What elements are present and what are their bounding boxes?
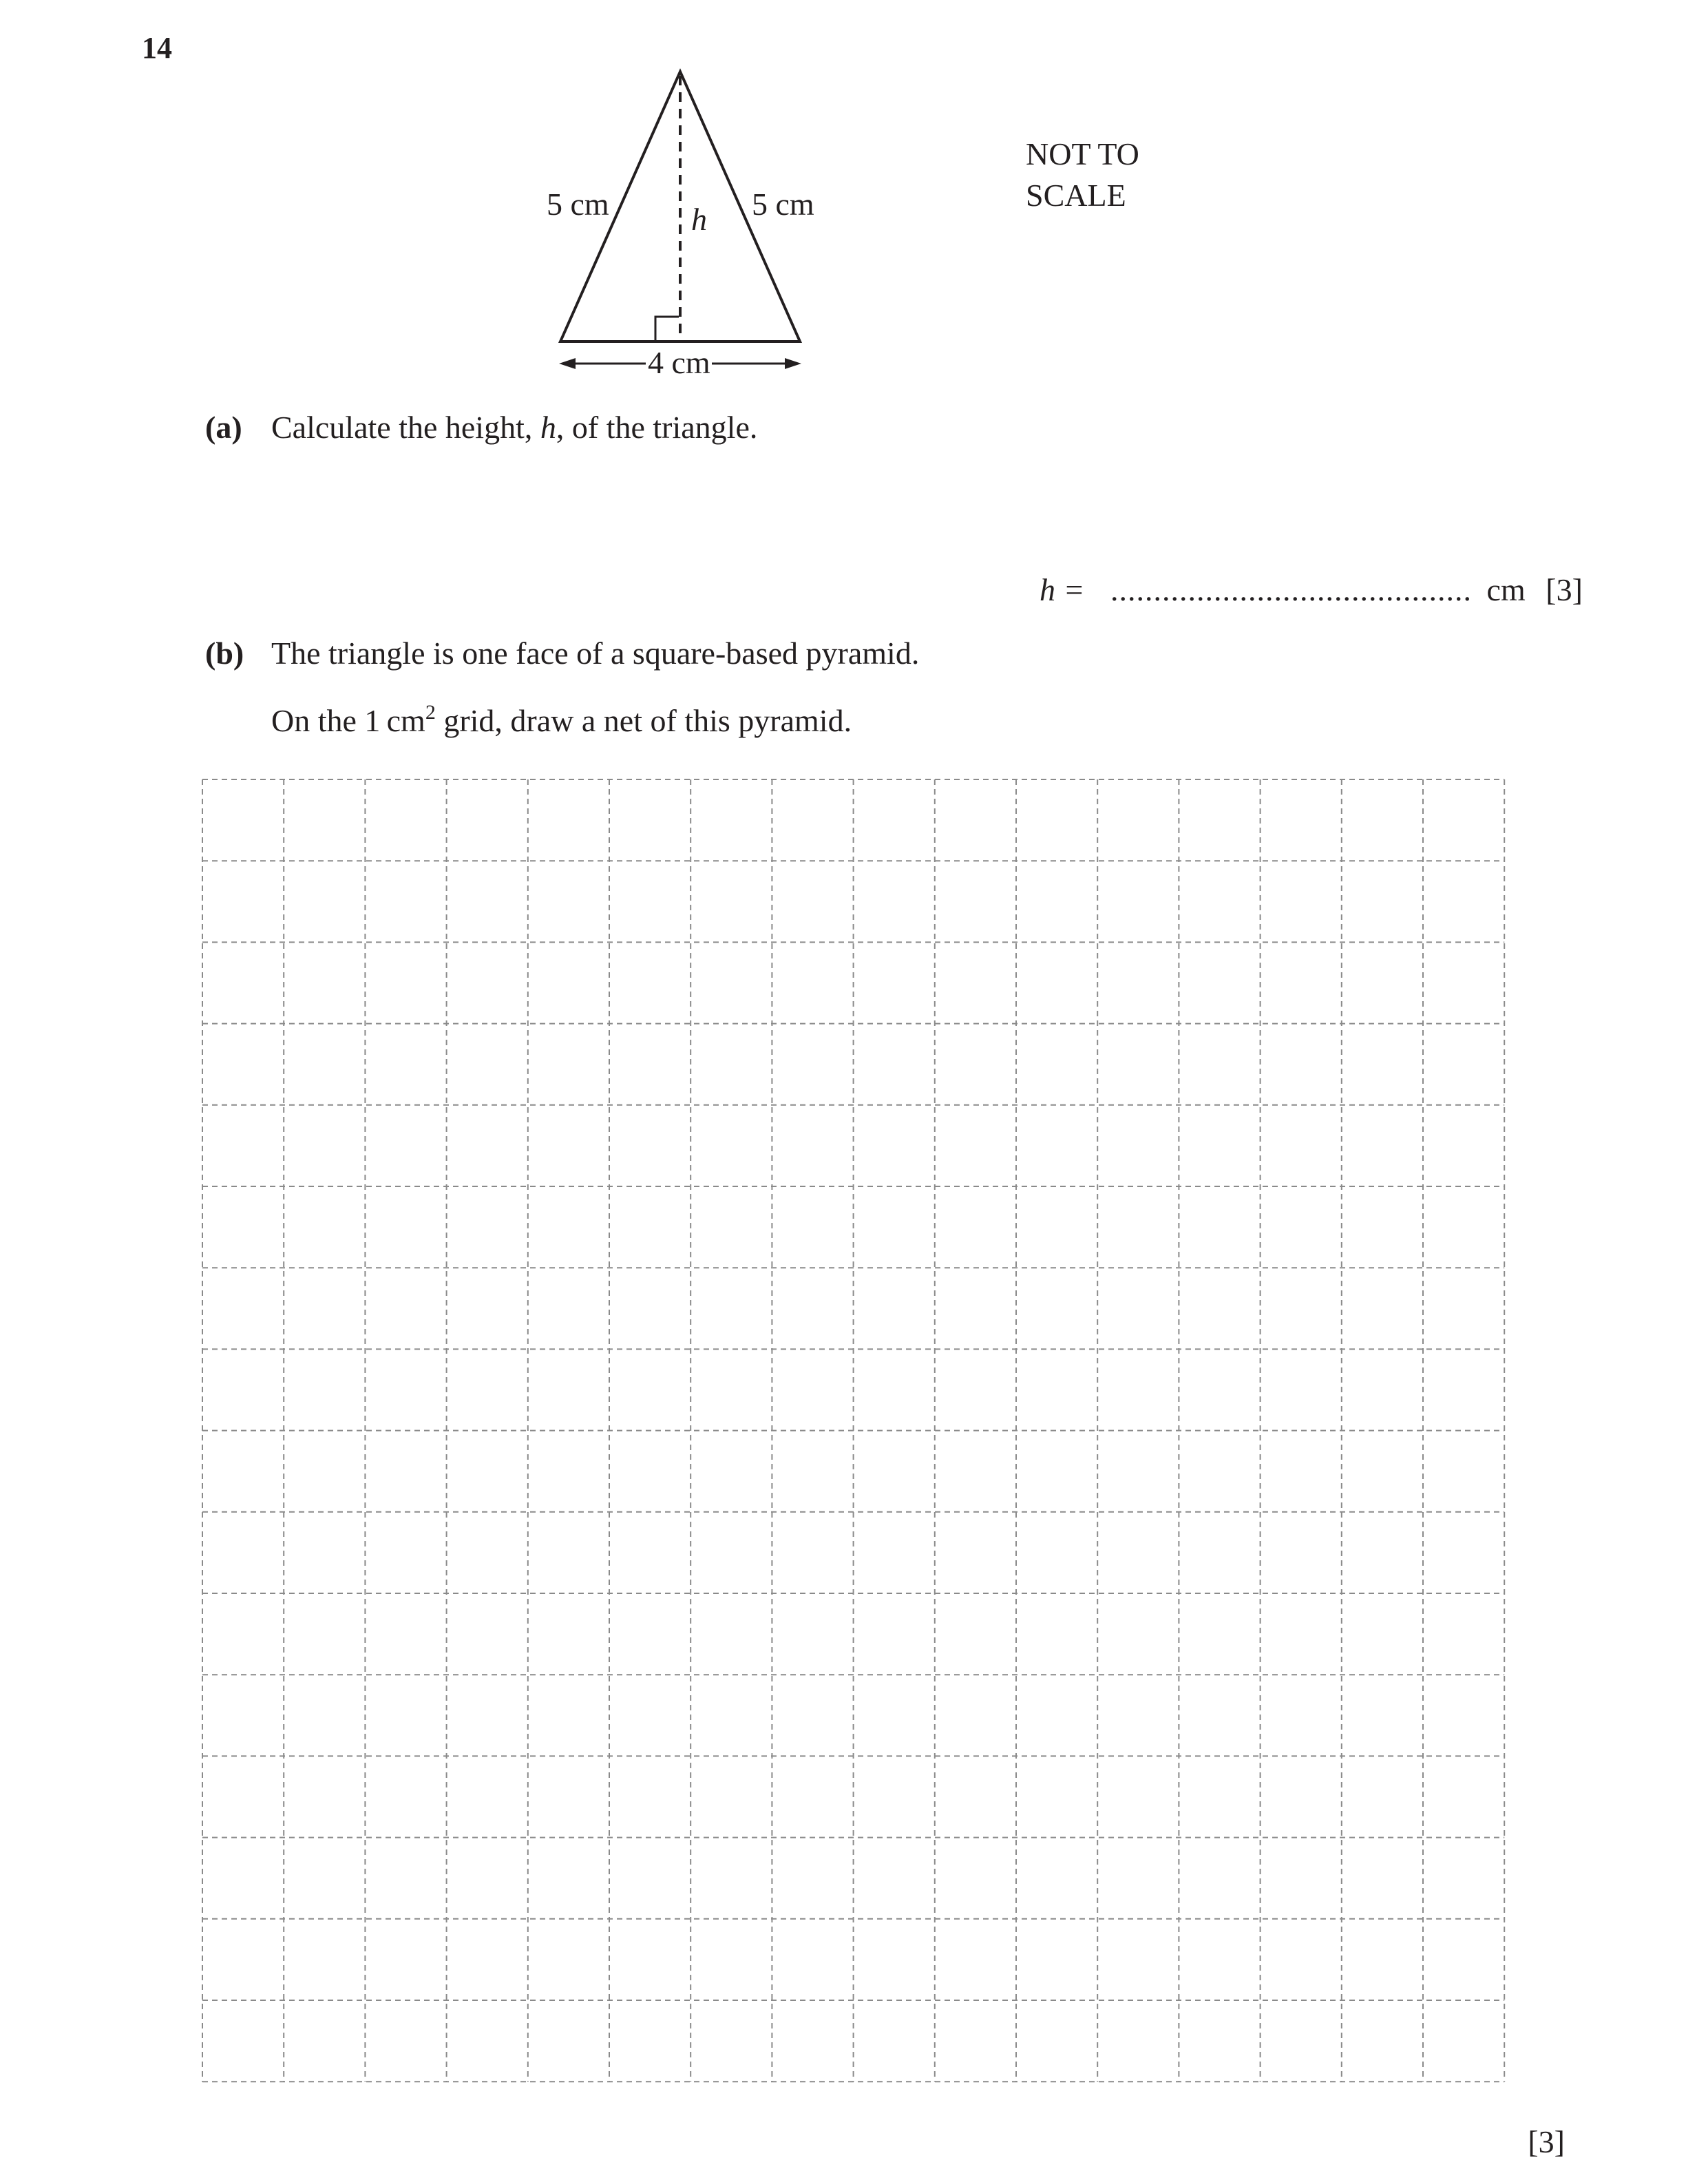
triangle-diagram bbox=[0, 0, 895, 386]
base-arrow-left-head bbox=[559, 358, 576, 369]
note-line-1: NOT TO bbox=[1026, 136, 1139, 171]
answer-field[interactable]: .......................................... bbox=[1110, 572, 1473, 607]
height-label: h bbox=[691, 202, 707, 237]
part-a-text-after: , of the triangle. bbox=[556, 410, 758, 445]
part-b-instruction bbox=[271, 702, 852, 739]
part-a-text-var: h bbox=[540, 410, 556, 445]
answer-prefix: h = bbox=[1040, 572, 1085, 607]
base-label: 4 cm bbox=[648, 345, 710, 380]
instruction-sup: 2 bbox=[425, 701, 436, 724]
instruction-before: On the 1 cm bbox=[271, 703, 425, 738]
part-a-question bbox=[205, 409, 757, 445]
part-b-tag: (b) bbox=[205, 636, 244, 671]
question-number: 14 bbox=[142, 31, 172, 65]
base-arrow-right-head bbox=[785, 358, 801, 369]
part-a-text-before: Calculate the height, bbox=[271, 410, 540, 445]
right-angle-marker bbox=[655, 317, 679, 340]
not-to-scale-note bbox=[1026, 134, 1139, 216]
part-a-answer-line bbox=[1040, 572, 1583, 608]
right-side-label: 5 cm bbox=[752, 187, 814, 222]
note-line-2: SCALE bbox=[1026, 178, 1126, 213]
part-b-marks: [3] bbox=[1528, 2124, 1565, 2159]
instruction-after: grid, draw a net of this pyramid. bbox=[435, 703, 852, 738]
part-b-question bbox=[205, 635, 919, 671]
part-a-tag: (a) bbox=[205, 410, 242, 445]
part-b-text: The triangle is one face of a square-based pyramid. bbox=[271, 636, 920, 671]
left-side-label: 5 cm bbox=[547, 187, 609, 222]
answer-unit: cm bbox=[1486, 572, 1526, 607]
part-a-marks: [3] bbox=[1546, 572, 1583, 607]
net-drawing-grid[interactable] bbox=[200, 777, 1510, 2085]
